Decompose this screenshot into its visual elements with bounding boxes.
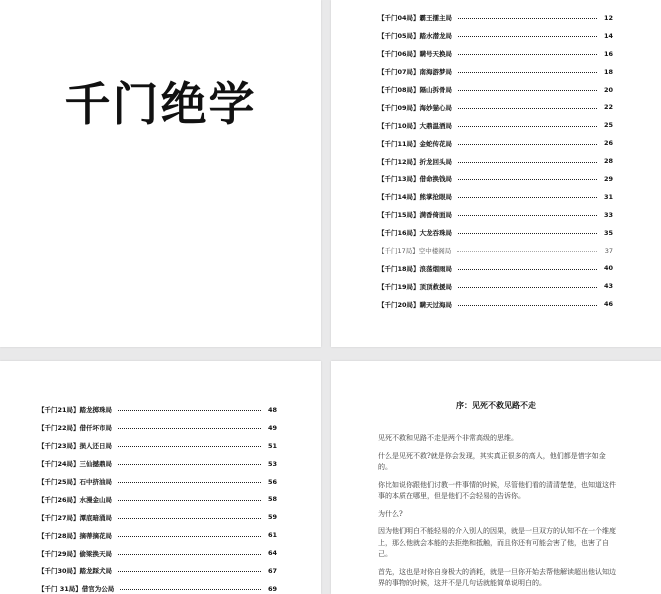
toc-entry-page: 53: [267, 459, 277, 468]
toc-dot-leader: [118, 482, 261, 483]
toc-entry-title: 【千门11局】金蛇传花局: [378, 139, 453, 148]
toc-entry-page: 14: [603, 31, 613, 40]
toc-dot-leader: [118, 428, 261, 429]
toc-entry-title: 【千门18局】浪荡烟雨局: [378, 264, 453, 273]
toc-entry-title: 【千门27局】潭底暗涌局: [38, 513, 113, 522]
toc-entry-title: 【千门21局】踏龙掷珠局: [38, 406, 113, 415]
toc-entry-page: 26: [603, 139, 613, 148]
toc-entry-title: 【千门08局】隔山拆骨局: [378, 86, 453, 94]
toc-entry[interactable]: [378, 152, 613, 170]
toc-dot-leader: [458, 162, 597, 163]
toc-entry-page: 37: [604, 246, 613, 255]
toc-page-2: [0, 361, 321, 594]
toc-dot-leader: [458, 269, 597, 270]
toc-entry[interactable]: [38, 544, 277, 562]
toc-entry-page: 40: [603, 264, 613, 273]
toc-entry-page: 51: [267, 441, 277, 450]
toc-entry-page: 31: [603, 192, 613, 201]
toc-entry-title: 【千门 31局】借官为公局: [38, 585, 115, 594]
toc-entry-title: 【千门25局】石中挤油局: [38, 478, 113, 486]
toc-dot-leader: [118, 500, 261, 501]
toc-dot-leader: [118, 464, 261, 465]
toc-entry-page: 61: [267, 531, 277, 540]
toc-entry-title: 【千门07局】南海游梦局: [378, 68, 453, 77]
preface-paragraph: 见死不救和见路不走是两个非常高级的思维。: [378, 434, 518, 442]
toc-dot-leader: [458, 18, 597, 19]
toc-entry[interactable]: [38, 401, 277, 419]
toc-entry-title: 【千门15局】满香倚面局: [378, 211, 453, 220]
toc-entry[interactable]: [378, 206, 613, 224]
toc-dot-leader: [118, 536, 261, 537]
toc-entry[interactable]: [378, 242, 613, 260]
toc-entry-title: 【千门05局】踏水潜龙局: [378, 32, 453, 41]
table-of-contents: [378, 9, 613, 313]
toc-entry-title: 【千门16局】大龙吞珠局: [378, 229, 453, 238]
toc-dot-leader: [458, 72, 597, 73]
toc-entry-page: 18: [603, 67, 613, 76]
toc-entry-title: 【千门14局】熊掌抢眼局: [378, 193, 453, 202]
toc-entry[interactable]: [38, 473, 277, 491]
toc-dot-leader: [458, 108, 597, 109]
toc-entry-title: 【千门10局】大鼎温酒局: [378, 121, 453, 130]
toc-entry[interactable]: [38, 562, 277, 580]
toc-dot-leader: [457, 251, 597, 252]
toc-entry[interactable]: [378, 45, 613, 63]
toc-entry[interactable]: [38, 437, 277, 455]
toc-dot-leader: [458, 287, 597, 288]
toc-entry[interactable]: [378, 116, 613, 134]
toc-entry[interactable]: [38, 419, 277, 437]
toc-dot-leader: [458, 144, 597, 145]
toc-entry-title: 【千门20局】瞒天过海局: [378, 300, 453, 309]
preface-paragraph: 你比如说你跟他们讨教一件事情的时候，尽管他们看的清清楚楚，也知道这件事的本质在哪里，但是他们不会轻易的告诉你。: [378, 480, 616, 500]
cover-page: [0, 0, 321, 347]
toc-entry[interactable]: [378, 98, 613, 116]
toc-entry-page: 16: [603, 49, 613, 58]
toc-entry[interactable]: [38, 508, 277, 526]
toc-entry[interactable]: [378, 63, 613, 81]
toc-dot-leader: [118, 554, 261, 555]
toc-entry-title: 【千门12局】折龙回头局: [378, 157, 453, 166]
toc-entry-page: 20: [603, 85, 613, 94]
toc-entry[interactable]: [378, 170, 613, 188]
toc-entry-page: 28: [603, 157, 613, 166]
toc-entry-page: 67: [267, 566, 277, 575]
toc-entry[interactable]: [378, 259, 613, 277]
preface-paragraph: 为什么?: [378, 509, 403, 518]
toc-page-1: [331, 0, 661, 347]
toc-entry[interactable]: [378, 81, 613, 99]
toc-dot-leader: [458, 305, 597, 306]
toc-dot-leader: [458, 90, 597, 91]
toc-entry-title: 【千门19局】顶顶救援局: [378, 282, 453, 291]
toc-entry-page: 49: [267, 423, 277, 432]
toc-dot-leader: [458, 126, 597, 127]
preface-body: [378, 433, 618, 594]
toc-entry-title: 【千门26局】水漫金山局: [38, 495, 113, 504]
toc-entry[interactable]: [378, 9, 613, 27]
toc-dot-leader: [118, 571, 261, 572]
toc-dot-leader: [120, 589, 261, 590]
toc-entry-page: 12: [603, 13, 613, 22]
preface-page: [331, 361, 661, 594]
toc-dot-leader: [458, 233, 597, 234]
toc-dot-leader: [458, 197, 597, 198]
toc-entry-page: 64: [267, 549, 277, 558]
toc-entry[interactable]: [38, 526, 277, 544]
toc-entry-title: 【千门17局】空中楼阁局: [378, 247, 452, 256]
preface-title: 序：见死不救见路不走: [456, 400, 536, 410]
toc-entry-page: 33: [603, 210, 613, 219]
toc-dot-leader: [118, 518, 261, 519]
toc-entry[interactable]: [38, 490, 277, 508]
toc-entry[interactable]: [378, 27, 613, 45]
toc-entry-page: 22: [603, 103, 613, 112]
toc-entry-page: 43: [603, 282, 613, 291]
toc-entry-page: 29: [603, 174, 613, 183]
cover-title: 千门绝学: [64, 77, 257, 131]
toc-entry-page: 48: [267, 405, 277, 414]
toc-entry-page: 46: [603, 300, 613, 309]
toc-dot-leader: [458, 54, 597, 55]
toc-entry[interactable]: [378, 224, 613, 242]
preface-paragraph: 什么是见死不救?就是你会发现，其实真正很多的高人，他们都是惜字如金的。: [378, 451, 606, 471]
toc-entry-page: 25: [603, 121, 613, 130]
toc-dot-leader: [458, 215, 597, 216]
toc-entry-title: 【千门06局】瞒号天换局: [378, 50, 453, 59]
toc-entry[interactable]: [38, 455, 277, 473]
toc-dot-leader: [458, 36, 597, 37]
table-of-contents: [38, 401, 277, 594]
toc-entry-title: 【千门24局】三仙撼鼎局: [38, 460, 113, 469]
preface-paragraph: 首先，这也是对你自身极大的消耗，就是一旦你开始去帮他解读超出他认知边界的事物的时候，这并不是几句话就能简单说明白的。: [378, 567, 616, 587]
preface-paragraph: 因为他们明白不能轻易的介入别人的因果，就是一旦双方的认知不在一个维度上，那么他就会本能的去拒绝和抵触，而且你还有可能会害了他，也害了自己。: [378, 527, 616, 558]
toc-entry-page: 35: [603, 228, 613, 237]
toc-entry-title: 【千门23局】损人还日局: [38, 442, 113, 451]
toc-entry-page: 69: [267, 584, 277, 593]
toc-entry-page: 56: [267, 477, 277, 486]
toc-entry-title: 【千门22局】借仟坏市局: [38, 424, 113, 433]
toc-entry-title: 【千门13局】借命换钱局: [378, 175, 453, 184]
toc-dot-leader: [118, 410, 261, 411]
toc-entry-title: 【千门09局】海妙猫心局: [378, 103, 453, 112]
toc-entry[interactable]: [378, 188, 613, 206]
toc-entry-page: 59: [267, 513, 277, 522]
toc-dot-leader: [458, 179, 597, 180]
toc-dot-leader: [118, 446, 261, 447]
toc-entry[interactable]: [378, 134, 613, 152]
toc-entry-page: 58: [267, 495, 277, 504]
toc-entry-title: 【千门30局】踏龙踩犬局: [38, 567, 113, 576]
toc-entry-title: 【千门04局】霸王擂主局: [378, 14, 453, 23]
toc-entry[interactable]: [378, 295, 613, 313]
toc-entry[interactable]: [38, 580, 277, 594]
toc-entry-title: 【千门28局】摘蒂摘花局: [38, 531, 113, 540]
toc-entry-title: 【千门29局】偷梁换天局: [38, 549, 113, 558]
toc-entry[interactable]: [378, 277, 613, 295]
